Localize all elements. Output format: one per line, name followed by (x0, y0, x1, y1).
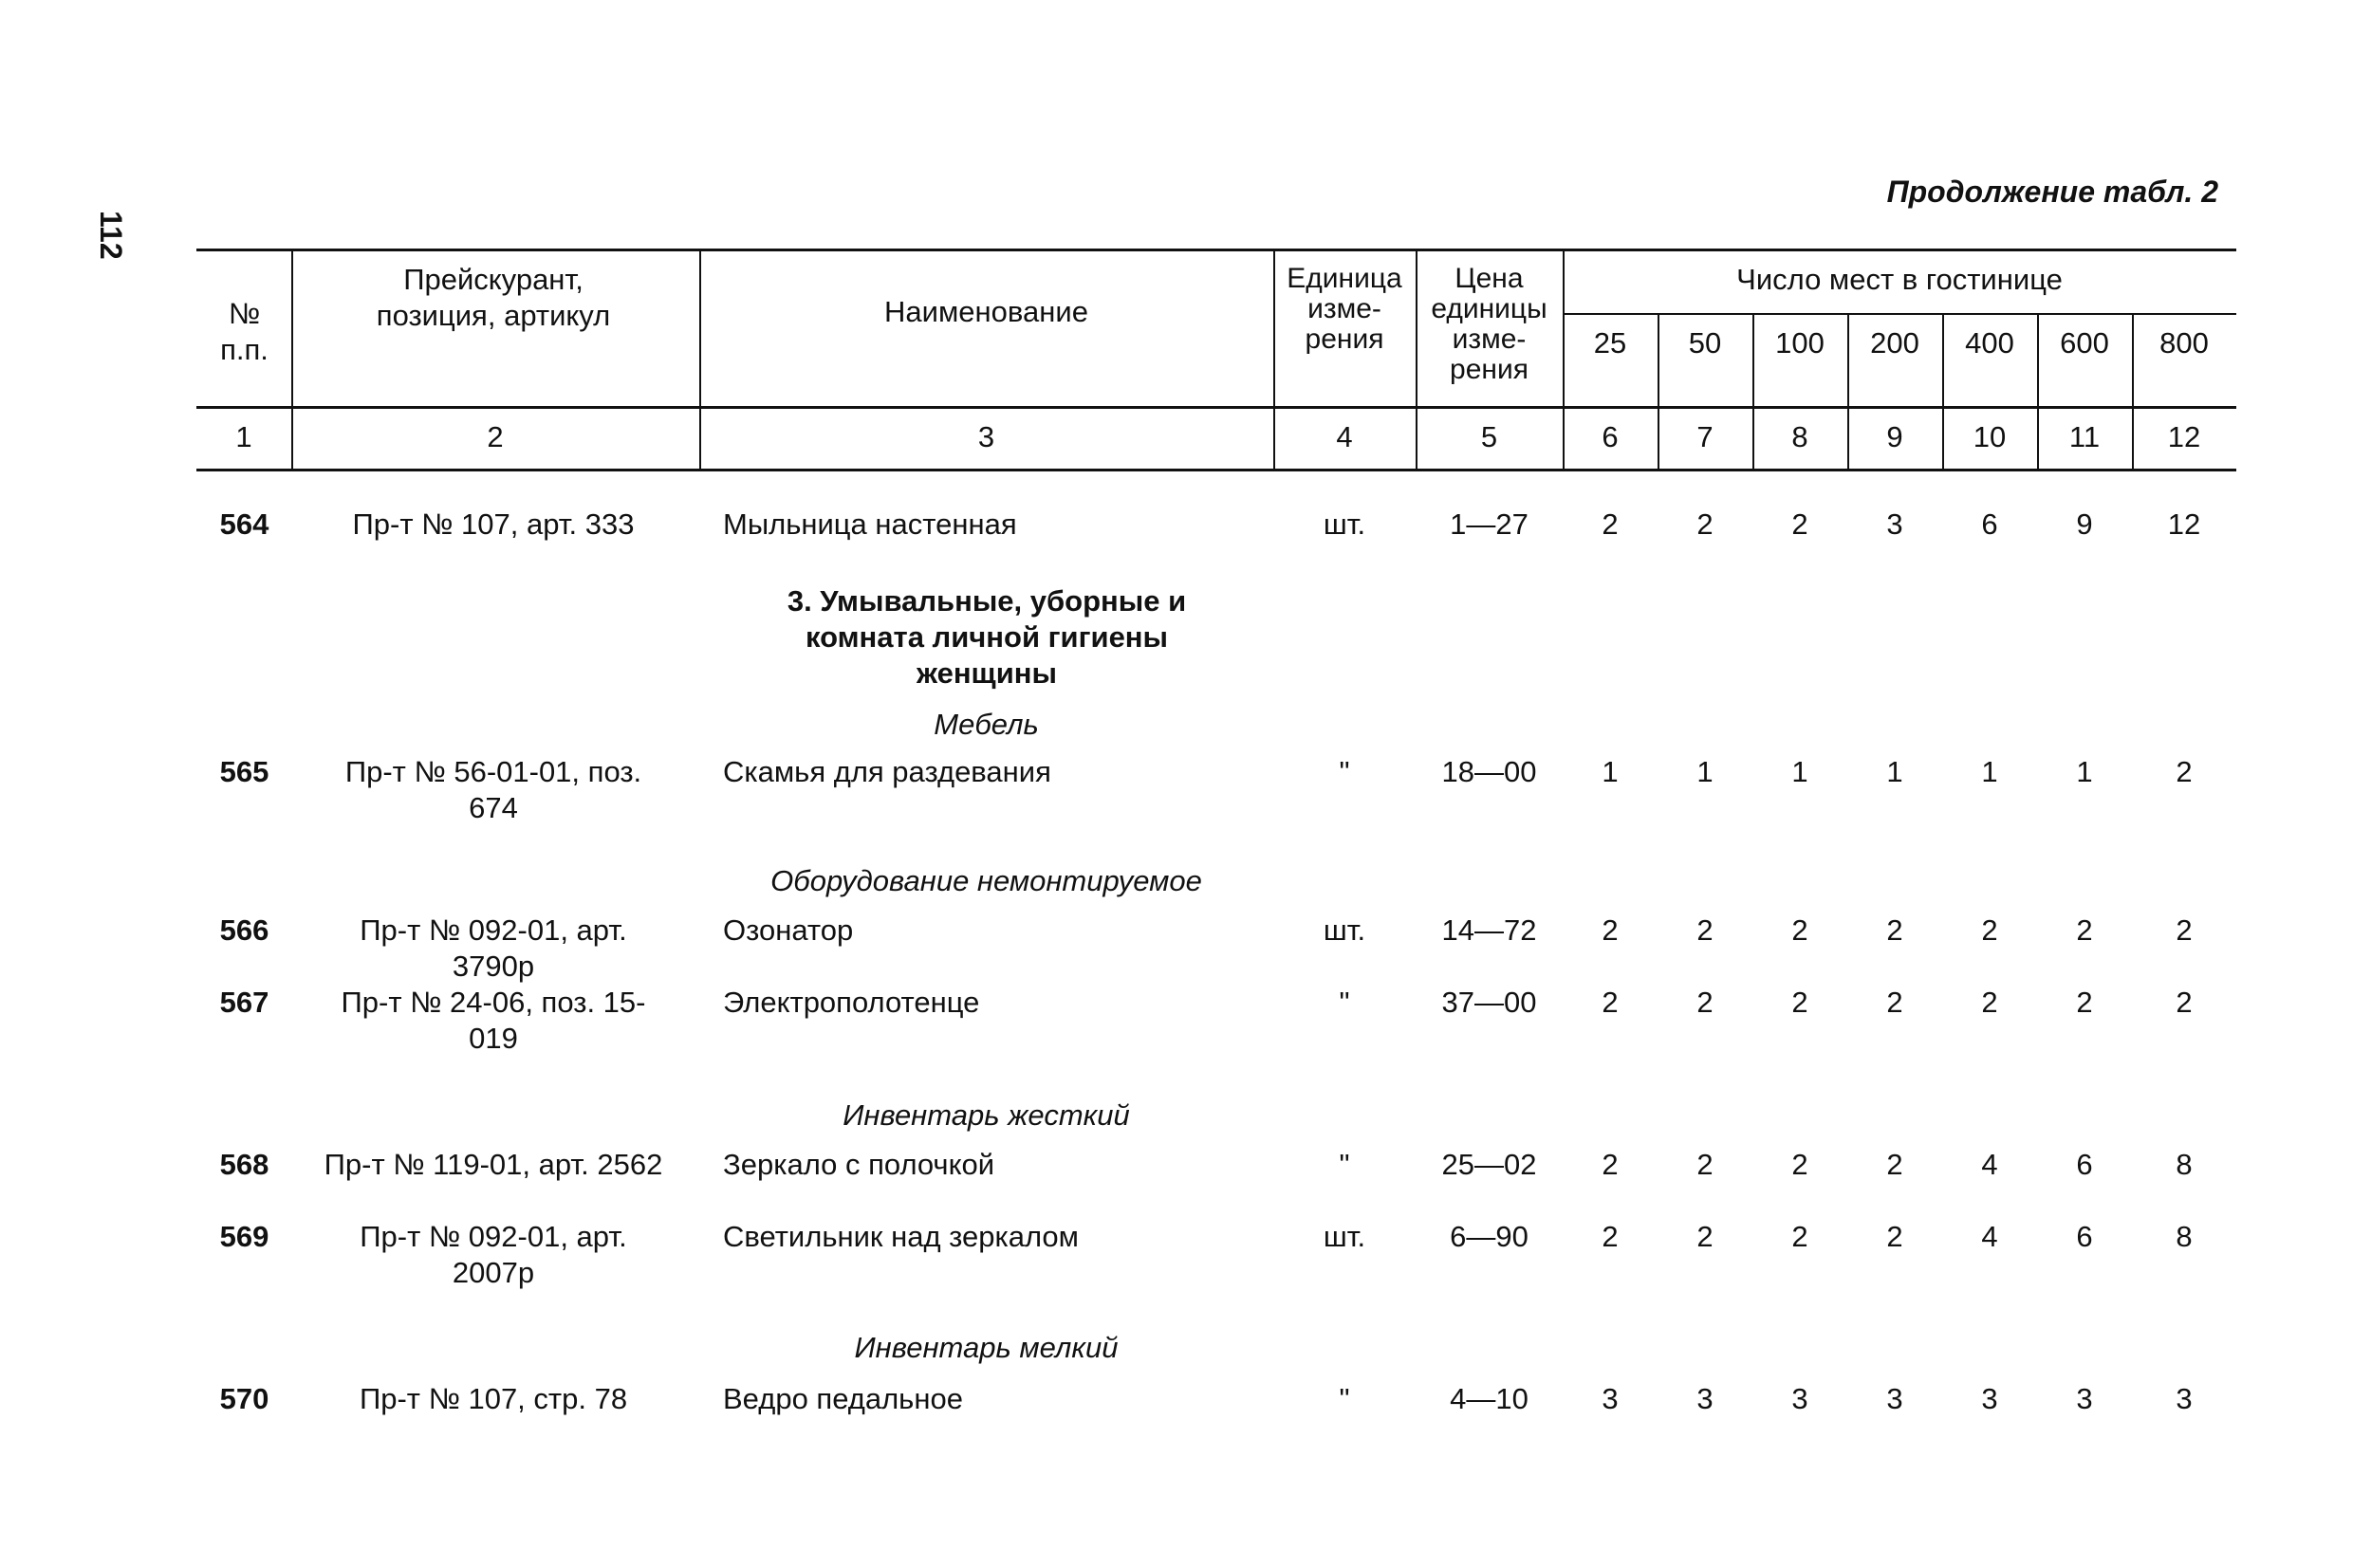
price-list-ref: Пр-т № 092-01, арт. 2007р (360, 1220, 627, 1289)
column-number: 2 (487, 420, 504, 453)
column-number: 8 (1791, 420, 1808, 453)
header-row-number: № п.п. (220, 297, 269, 366)
row-number: 567 (219, 986, 269, 1019)
quantity: 1 (1886, 755, 1903, 788)
header-price-list: Прейскурант, позиция, артикул (376, 263, 611, 332)
quantity: 1 (1696, 755, 1714, 788)
column-number: 11 (2068, 420, 2101, 453)
quantity: 2 (1981, 913, 1998, 947)
subsection-furniture: Мебель (934, 708, 1039, 741)
subsection-equipment: Оборудование немонтируемое (770, 864, 1202, 897)
quantity: 2 (2076, 986, 2093, 1019)
quantity: 6 (1981, 507, 1998, 541)
quantity: 3 (2176, 1382, 2193, 1415)
quantity: 3 (1981, 1382, 1998, 1415)
unit: " (1339, 1382, 1350, 1415)
quantity: 6 (2076, 1220, 2093, 1253)
unit-price: 14—72 (1441, 913, 1537, 947)
row-number: 569 (219, 1220, 269, 1253)
column-number: 5 (1480, 420, 1498, 453)
row-number: 566 (219, 913, 269, 947)
price-list-ref: Пр-т № 56-01-01, поз. 674 (344, 755, 642, 824)
table-top-rule (196, 249, 2236, 251)
quantity: 12 (2167, 507, 2201, 541)
capacity-header: 25 (1593, 326, 1627, 360)
price-list-ref: Пр-т № 24-06, поз. 15-019 (341, 986, 646, 1055)
capacity-header: 800 (2159, 326, 2209, 360)
column-number: 1 (235, 420, 252, 453)
price-list-ref: Пр-т № 107, арт. 333 (352, 507, 635, 541)
quantity: 2 (2076, 913, 2093, 947)
quantity: 2 (1886, 1148, 1903, 1181)
header-unit: Единица изме- рения (1287, 263, 1402, 355)
continuation-caption: Продолжение табл. 2 (1886, 175, 2218, 209)
quantity: 9 (2076, 507, 2093, 541)
quantity: 8 (2176, 1220, 2193, 1253)
capacity-group-rule (1563, 313, 2236, 315)
quantity: 3 (1791, 1382, 1808, 1415)
quantity: 2 (1696, 986, 1714, 1019)
capacity-header: 400 (1965, 326, 2014, 360)
column-number: 9 (1886, 420, 1903, 453)
quantity: 2 (1602, 1220, 1619, 1253)
quantity: 2 (1791, 1148, 1808, 1181)
row-number: 570 (219, 1382, 269, 1415)
quantity: 2 (2176, 986, 2193, 1019)
price-list-ref: Пр-т № 119-01, арт. 2562 (324, 1148, 663, 1181)
quantity: 3 (2076, 1382, 2093, 1415)
quantity: 2 (1791, 913, 1808, 947)
unit: шт. (1323, 913, 1366, 947)
quantity: 2 (1602, 986, 1619, 1019)
capacity-header: 600 (2060, 326, 2109, 360)
quantity: 2 (2176, 913, 2193, 947)
quantity: 2 (1602, 913, 1619, 947)
subsection-small-inventory: Инвентарь мелкий (854, 1331, 1119, 1364)
quantity: 2 (1602, 507, 1619, 541)
item-name: Электрополотенце (723, 986, 980, 1019)
quantity: 2 (1602, 1148, 1619, 1181)
capacity-header: 200 (1870, 326, 1919, 360)
unit-price: 1—27 (1450, 507, 1529, 541)
header-name: Наименование (884, 295, 1088, 328)
quantity: 6 (2076, 1148, 2093, 1181)
quantity: 2 (1791, 1220, 1808, 1253)
column-number: 7 (1696, 420, 1714, 453)
unit-price: 18—00 (1441, 755, 1537, 788)
unit-price: 25—02 (1441, 1148, 1537, 1181)
quantity: 2 (1886, 1220, 1903, 1253)
quantity: 1 (2076, 755, 2093, 788)
capacity-header: 100 (1775, 326, 1825, 360)
quantity: 2 (1791, 986, 1808, 1019)
header-capacity-group: Число мест в гостинице (1736, 263, 2063, 296)
section-heading: 3. Умывальные, уборные и комната личной гигиены женщины (787, 584, 1187, 690)
item-name: Озонатор (723, 913, 854, 947)
quantity: 2 (1791, 507, 1808, 541)
quantity: 3 (1886, 507, 1903, 541)
quantity: 1 (1602, 755, 1619, 788)
item-name: Мыльница настенная (723, 507, 1017, 541)
number-row-bottom-rule (196, 469, 2236, 471)
column-number: 12 (2167, 420, 2201, 453)
unit-price: 37—00 (1441, 986, 1537, 1019)
quantity: 2 (1696, 507, 1714, 541)
header-unit-price: Цена единицы изме- рения (1431, 263, 1547, 385)
unit: шт. (1323, 1220, 1366, 1253)
item-name: Светильник над зеркалом (723, 1220, 1079, 1253)
quantity: 4 (1981, 1220, 1998, 1253)
item-name: Ведро педальное (723, 1382, 963, 1415)
quantity: 2 (1696, 1148, 1714, 1181)
quantity: 2 (1886, 913, 1903, 947)
unit: " (1339, 755, 1350, 788)
header-bottom-rule (196, 406, 2236, 409)
quantity: 2 (2176, 755, 2193, 788)
quantity: 3 (1886, 1382, 1903, 1415)
unit-price: 4—10 (1450, 1382, 1529, 1415)
row-number: 564 (219, 507, 269, 541)
quantity: 1 (1981, 755, 1998, 788)
quantity: 1 (1791, 755, 1808, 788)
page-number: 112 (94, 211, 128, 260)
column-number: 10 (1973, 420, 2007, 453)
unit: шт. (1323, 507, 1366, 541)
subsection-hard-inventory: Инвентарь жесткий (843, 1098, 1130, 1132)
item-name: Зеркало с полочкой (723, 1148, 995, 1181)
item-name: Скамья для раздевания (723, 755, 1051, 788)
quantity: 3 (1696, 1382, 1714, 1415)
unit: " (1339, 986, 1350, 1019)
unit-price: 6—90 (1450, 1220, 1529, 1253)
quantity: 2 (1696, 913, 1714, 947)
quantity: 8 (2176, 1148, 2193, 1181)
column-number: 3 (977, 420, 995, 453)
quantity: 2 (1696, 1220, 1714, 1253)
quantity: 2 (1981, 986, 1998, 1019)
quantity: 3 (1602, 1382, 1619, 1415)
column-number: 4 (1336, 420, 1353, 453)
column-number: 6 (1602, 420, 1619, 453)
capacity-header: 50 (1688, 326, 1722, 360)
quantity: 4 (1981, 1148, 1998, 1181)
unit: " (1339, 1148, 1350, 1181)
price-list-ref: Пр-т № 107, стр. 78 (359, 1382, 628, 1415)
quantity: 2 (1886, 986, 1903, 1019)
row-number: 568 (219, 1148, 269, 1181)
row-number: 565 (219, 755, 269, 788)
price-list-ref: Пр-т № 092-01, арт. 3790р (360, 913, 627, 983)
